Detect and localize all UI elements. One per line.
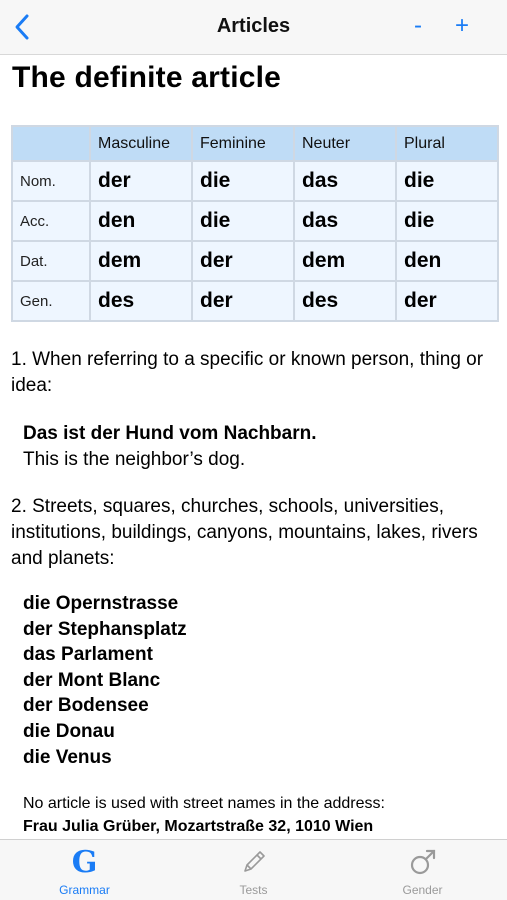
article-form: der <box>396 281 498 321</box>
example-german: Das ist der Hund vom Nachbarn. <box>23 423 317 444</box>
pencil-icon <box>169 846 338 878</box>
table-header-cell: Plural <box>396 126 498 161</box>
article-form: den <box>396 241 498 281</box>
article-form: die <box>396 161 498 201</box>
rule-2-examples <box>23 591 187 770</box>
content-area[interactable] <box>0 55 507 839</box>
article-form: der <box>90 161 192 201</box>
table-header-cell <box>12 126 90 161</box>
list-item: der Stephansplatz <box>23 618 187 640</box>
address-example: Frau Julia Grüber, Mozartstraße 32, 1010 Wien <box>23 818 374 835</box>
rule-2-text: 2. Streets, squares, churches, schools, universities, institutions, buildings, canyons, mountains, lakes, rivers and planets: <box>11 496 478 569</box>
tab-label: Tests <box>239 883 268 897</box>
case-label: Nom. <box>12 161 90 201</box>
table-row <box>12 281 498 321</box>
article-form: den <box>90 201 192 241</box>
rule-1-text: 1. When referring to a specific or known person, thing or idea: <box>11 349 484 396</box>
article-form: die <box>192 161 294 201</box>
example-english: This is the neighbor’s dog. <box>23 449 246 470</box>
tab-tests[interactable] <box>169 840 338 900</box>
case-label: Dat. <box>12 241 90 281</box>
table-header-cell: Neuter <box>294 126 396 161</box>
address-note <box>23 792 385 838</box>
case-label: Acc. <box>12 201 90 241</box>
list-item: der Mont Blanc <box>23 669 161 691</box>
table-row <box>12 241 498 281</box>
tab-gender[interactable] <box>338 840 507 900</box>
article-form: das <box>294 161 396 201</box>
table-row <box>12 161 498 201</box>
table-row <box>12 201 498 241</box>
list-item: das Parlament <box>23 644 153 666</box>
case-label: Gen. <box>12 281 90 321</box>
article-form: des <box>90 281 192 321</box>
article-form: das <box>294 201 396 241</box>
definite-article-table <box>11 125 499 322</box>
nav-title: Articles <box>216 15 291 37</box>
list-item: der Bodensee <box>23 695 149 717</box>
navigation-bar <box>0 0 507 55</box>
tab-bar <box>0 839 507 900</box>
article-form: dem <box>90 241 192 281</box>
male-symbol-icon <box>338 846 507 878</box>
list-item: die Donau <box>23 720 115 742</box>
list-item: die Venus <box>23 746 112 768</box>
article-form: dem <box>294 241 396 281</box>
article-form: die <box>396 201 498 241</box>
table-header-row <box>12 126 498 161</box>
page-title: The definite article <box>12 61 282 94</box>
tab-label: Grammar <box>59 883 110 897</box>
article-form: der <box>192 281 294 321</box>
tab-grammar[interactable] <box>0 840 169 900</box>
article-form: der <box>192 241 294 281</box>
note-text: No article is used with street names in the address: <box>23 795 385 812</box>
grammar-g-icon: G <box>71 845 98 880</box>
tab-label: Gender <box>402 883 443 897</box>
article-form: des <box>294 281 396 321</box>
table-header-cell: Feminine <box>192 126 294 161</box>
list-item: die Opernstrasse <box>23 593 179 614</box>
decrease-font-button[interactable]: - <box>414 12 422 39</box>
table-header-cell: Masculine <box>90 126 192 161</box>
increase-font-button[interactable]: + <box>455 12 470 39</box>
rule-1-example <box>23 421 317 473</box>
article-form: die <box>192 201 294 241</box>
